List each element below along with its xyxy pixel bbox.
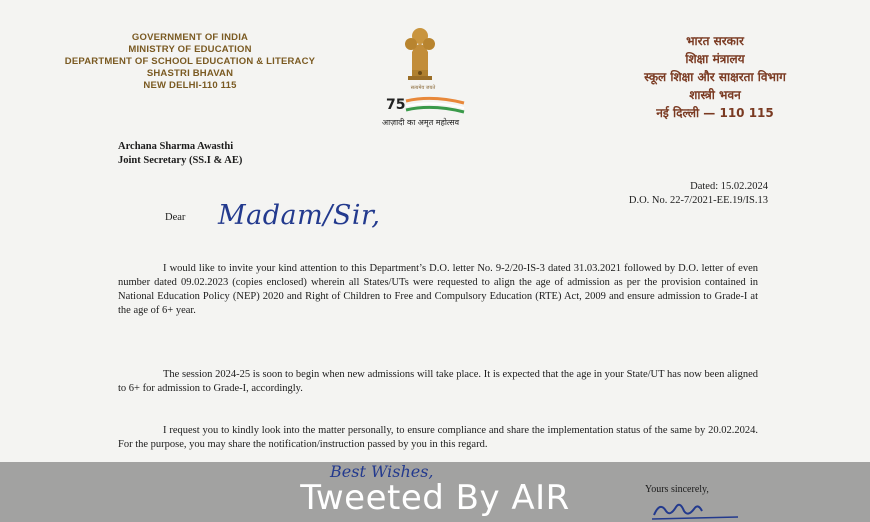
header-english-line: SHASTRI BHAVAN xyxy=(146,68,234,79)
header-hindi xyxy=(570,32,860,122)
sender-designation: Joint Secretary (SS.I & AE) xyxy=(118,155,243,166)
closing-yours-sincerely: Yours sincerely, xyxy=(645,484,709,495)
header-english-line: MINISTRY OF EDUCATION xyxy=(128,44,252,55)
header-hindi-line: स्कूल शिक्षा और साक्षरता विभाग xyxy=(644,70,786,84)
reference-block xyxy=(629,180,768,208)
header-hindi-line: नई दिल्ली — 110 115 xyxy=(656,106,774,120)
header-english xyxy=(0,32,380,92)
sender-name: Archana Sharma Awasthi xyxy=(118,141,234,152)
body-paragraph-1: I would like to invite your kind attention to this Department’s D.O. letter No. 9-2/20-IS-3 dated 31.03.2021 followed by D.O. letter of even number dated 09.02.2023 (copies enclosed) wherein all States/UTs were requested to align the age of admission as per the provision contained in National Education Policy (NEP) 2020 and Right of Children to Free and Compulsory Education (RTE) Act, 2009 and ensure admission to Grade-I at the age of 6+ year. xyxy=(118,263,758,316)
header-hindi-line: भारत सरकार xyxy=(686,34,744,48)
letter-date: Dated: 15.02.2024 xyxy=(690,181,768,192)
header-hindi-line: शास्त्री भवन xyxy=(689,88,741,102)
azadi-ka-amrit-mahotsav-logo-icon xyxy=(380,95,480,135)
header-english-line: GOVERNMENT OF INDIA xyxy=(131,32,249,43)
salutation-handwritten: Madam/Sir, xyxy=(218,200,381,231)
header-english-line: DEPARTMENT OF SCHOOL EDUCATION & LITERACY xyxy=(64,56,316,67)
salutation-prefix: Dear xyxy=(165,212,186,223)
banner-text: Tweeted By AIR xyxy=(300,478,570,518)
body-paragraph-2: The session 2024-25 is soon to begin when new admissions will take place. It is expected that the age in your State/UT has now been aligned to 6+ for admission to Grade-I, accordingly. xyxy=(118,369,758,394)
sender-block xyxy=(118,140,242,168)
national-emblem-icon xyxy=(398,22,442,84)
closing-handwritten: Best Wishes, xyxy=(330,462,434,481)
header-english-line: NEW DELHI-110 115 xyxy=(143,80,237,91)
signature-icon xyxy=(650,497,740,522)
emblem-caption: सत्यमेव जयते xyxy=(410,85,436,91)
header-hindi-line: शिक्षा मंत्रालय xyxy=(685,52,745,66)
body-paragraph-3: I request you to kindly look into the matter personally, to ensure compliance and share the implementation status of the same by 20.02.2024. For the purpose, you may share the notification/instruction passed by you in this regard. xyxy=(118,425,758,450)
svg-text:आज़ादी का अमृत महोत्सव: आज़ादी का अमृत महोत्सव xyxy=(382,118,460,127)
svg-text:75: 75 xyxy=(386,97,406,113)
do-number: D.O. No. 22-7/2021-EE.19/IS.13 xyxy=(628,195,768,206)
